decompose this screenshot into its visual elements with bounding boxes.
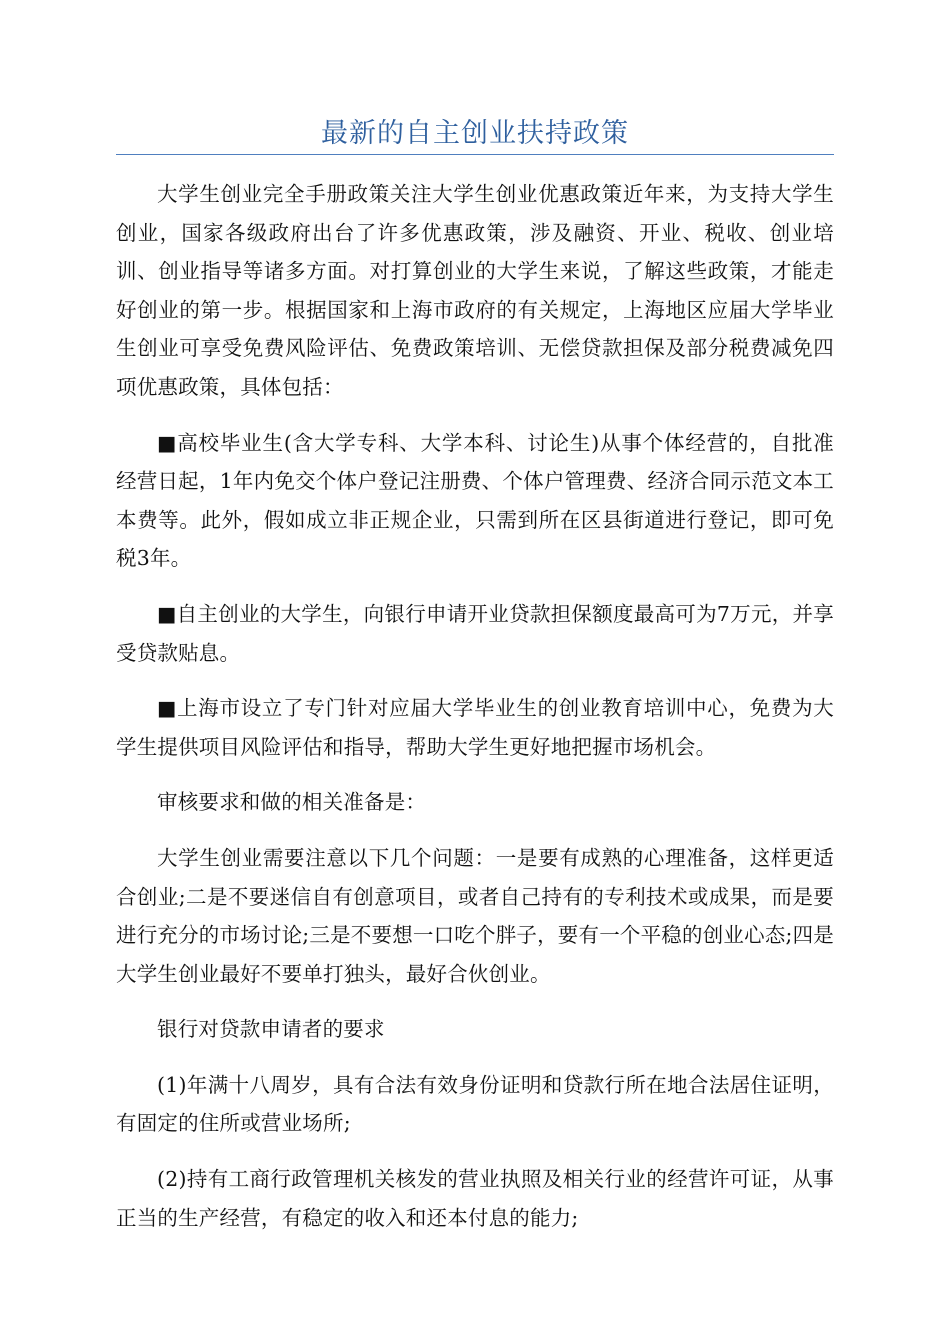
paragraph-bullet-loan-guarantee: ■自主创业的大学生，向银行申请开业贷款担保额度最高可为7万元，并享受贷款贴息。	[116, 601, 834, 665]
paragraph-review-requirements: 审核要求和做的相关准备是：	[157, 790, 427, 815]
paragraph-requirement-1: (1)年满十八周岁，具有合法有效身份证明和贷款行所在地合法居住证明，有固定的住所或营业场所;	[116, 1072, 834, 1136]
paragraph-requirement-2: (2)持有工商行政管理机关核发的营业执照及相关行业的经营许可证，从事正当的生产经营，有稳定的收入和还本付息的能力;	[116, 1167, 834, 1230]
paragraph-startup-notes: 大学生创业需要注意以下几个问题：一是要有成熟的心理准备，这样更适合创业;二是不要迷信自有创意项目，或者自己持有的专利技术或成果，而是要进行充分的市场讨论;三是不要想一口吃个胖子，要有一个平稳的创业心态;四是大学生创业最好不要单打独头，最好合伙创业。	[116, 845, 835, 986]
document-title: 最新的自主创业扶持政策	[321, 118, 629, 149]
paragraph-bullet-individual-business: ■高校毕业生(含大学专科、大学本科、讨论生)从事个体经营的，自批准经营日起，1年内免交个体户登记注册费、个体户管理费、经济合同示范文本工本费等。此外，假如成立非正规企业，只需到所在区县街道进行登记，即可免税3年。	[116, 430, 834, 571]
title-underline	[116, 154, 834, 155]
paragraph-intro: 大学生创业完全手册政策关注大学生创业优惠政策近年来，为支持大学生创业，国家各级政府出台了许多优惠政策，涉及融资、开业、税收、创业培训、创业指导等诸多方面。对打算创业的大学生来说，了解这些政策，才能走好创业的第一步。根据国家和上海市政府的有关规定，上海地区应届大学毕业生创业可享受免费风险评估、免费政策培训、无偿贷款担保及部分税费减免四项优惠政策，具体包括：	[116, 182, 834, 399]
paragraph-bullet-training-center: ■上海市设立了专门针对应届大学毕业生的创业教育培训中心，免费为大学生提供项目风险评估和指导，帮助大学生更好地把握市场机会。	[116, 696, 834, 759]
paragraph-bank-requirements-heading: 银行对贷款申请者的要求	[157, 1017, 385, 1042]
document-body	[116, 175, 834, 1254]
